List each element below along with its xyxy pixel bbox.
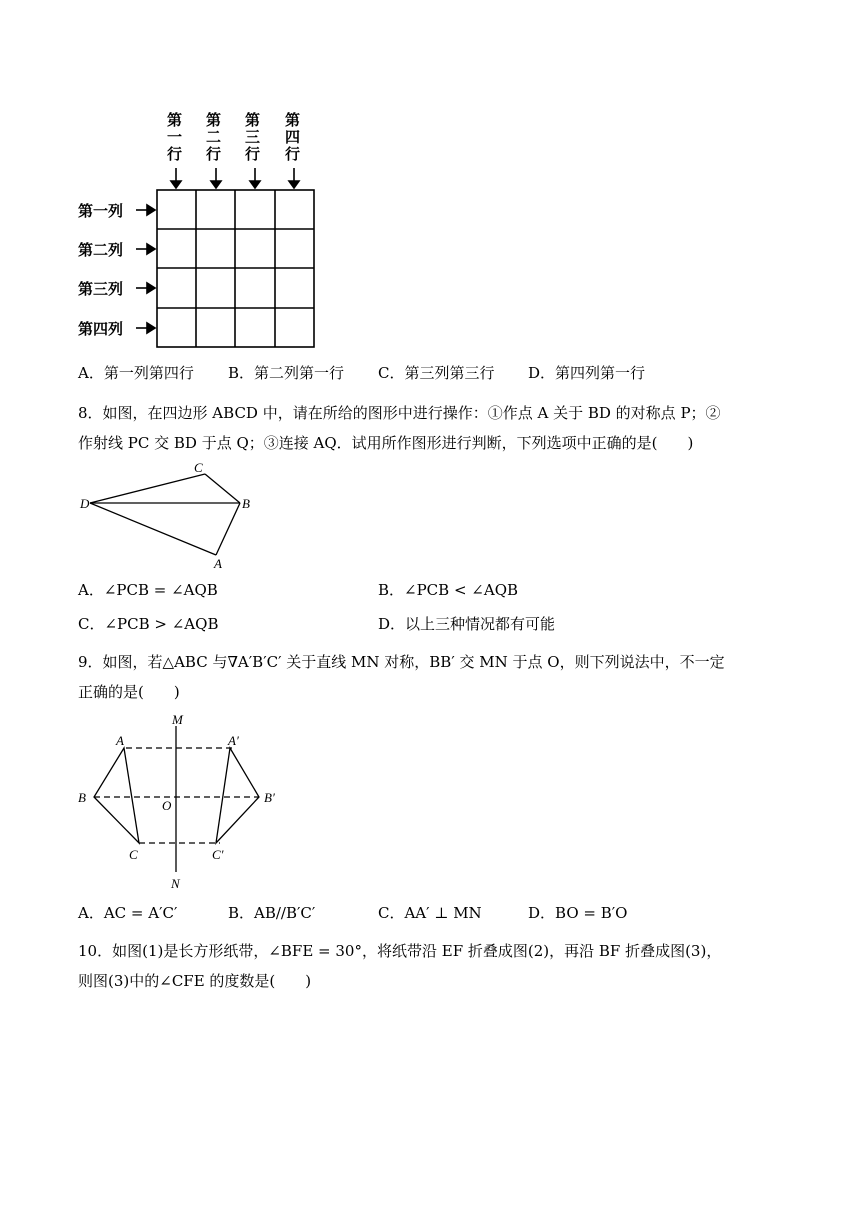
col-header-4: 第四行 [283,112,301,163]
col-header-1: 第一行 [165,112,183,163]
col-header-3: 第三行 [243,112,261,163]
q7-option-a[interactable]: A．第一列第四行 [78,364,194,382]
q8-label-b: B [242,496,250,511]
q9-option-a[interactable]: A．AC = A′C′ [78,904,178,922]
q9-label-a: A [116,733,124,748]
q7-option-b[interactable]: B．第二列第一行 [228,364,345,382]
grid-table [155,188,317,350]
q7-option-c[interactable]: C．第三列第三行 [378,364,495,382]
q9-stem-line1: 9．如图，若△ABC 与∇A′B′C′ 关于直线 MN 对称，BB′ 交 MN 于点 O，则下列说法中，不一定 [78,653,725,671]
q9-label-n: N [171,876,180,891]
q8-quadrilateral-figure [78,460,268,572]
q8-label-c: C [194,460,203,475]
q9-label-b: B [78,790,86,805]
q8-label-d: D [80,496,90,511]
row-label-1: 第一列 [78,202,124,220]
q9-symmetry-figure [74,710,294,896]
q9-label-c: C [129,847,138,862]
col-header-2: 第二行 [204,112,222,163]
row-label-4: 第四列 [78,320,124,338]
q9-label-c-prime: C′ [212,847,224,862]
q9-label-a-prime: A′ [228,733,239,748]
q8-option-c[interactable]: C．∠PCB > ∠AQB [78,615,219,633]
q9-stem-line2: 正确的是( ) [78,683,180,701]
q9-option-d[interactable]: D．BO = B′O [528,904,628,922]
q8-label-a: A [214,556,222,571]
q8-option-d[interactable]: D．以上三种情况都有可能 [378,615,556,633]
q9-label-m: M [172,712,183,727]
q10-stem-line2: 则图(3)中的∠CFE 的度数是( ) [78,972,312,990]
grid-arrows-down [160,166,320,190]
q8-stem-line2: 作射线 PC 交 BD 于点 Q；③连接 AQ．试用所作图形进行判断，下列选项中正确的是( ) [78,434,694,452]
row-label-3: 第三列 [78,280,124,298]
q9-option-b[interactable]: B．AB//B′C′ [228,904,316,922]
q8-stem-line1: 8．如图，在四边形 ABCD 中，请在所给的图形中进行操作：①作点 A 关于 BD 的对称点 P；② [78,404,721,422]
q9-label-b-prime: B′ [264,790,275,805]
row-label-2: 第二列 [78,241,124,259]
q9-option-c[interactable]: C．AA′ ⊥ MN [378,904,482,922]
q10-stem-line1: 10．如图(1)是长方形纸带，∠BFE = 30°，将纸带沿 EF 折叠成图(2)，再沿 BF 折叠成图(3)， [78,942,722,960]
q8-option-b[interactable]: B．∠PCB < ∠AQB [378,581,519,599]
q7-option-d[interactable]: D．第四列第一行 [528,364,646,382]
q8-option-a[interactable]: A．∠PCB = ∠AQB [78,581,218,599]
q9-label-o: O [162,798,172,813]
